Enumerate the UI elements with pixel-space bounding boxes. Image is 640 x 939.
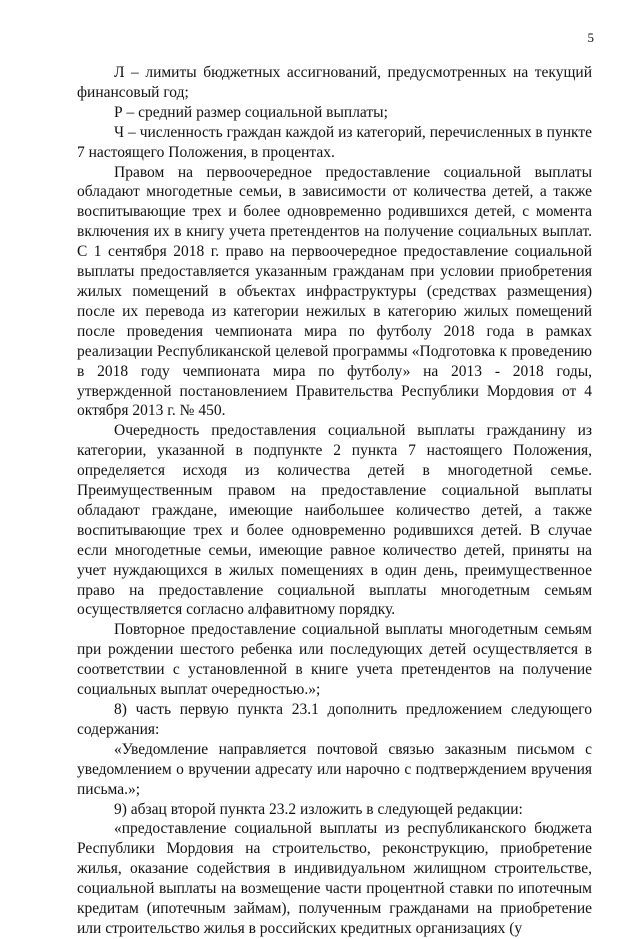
body-text (77, 63, 592, 939)
paragraph-notification: «Уведомление направляется почтовой связью заказным письмом с уведомлением о вручении адресату или нарочно с подтверждением вручения письма.»; (77, 740, 592, 798)
paragraph-new-wording: «предоставление социальной выплаты из республиканского бюджета Республики Мордовия на строительство, реконструкцию, приобретение жилья, оказание содействия в индивидуальном жилищном строительстве, социальной выплаты на возмещение части процентной ставки по ипотечным кредитам (ипотечным займам), полученным гражданами на приобретение или строительство жилья в российских кредитных организациях (у (77, 820, 592, 937)
paragraph-amendment-8: 8) часть первую пункта 23.1 дополнить предложением следующего содержания: (77, 701, 592, 738)
paragraph-average-payment: Р – средний размер социальной выплаты; (114, 103, 388, 121)
paragraph-budget-limits: Л – лимиты бюджетных ассигнований, предусмотренных на текущий финансовый год; (77, 64, 592, 101)
paragraph-priority-right: Правом на первоочередное предоставление социальной выплаты обладают многодетные семьи, в зависимости от количества детей, а также воспитывающие трех и более одновременно родившихся детей, с момента включения их в книгу учета претендентов на получение социальных выплат. С 1 сентября 2018 г. право на первоочередное предоставление социальной выплаты предоставляется указанным гражданам при условии приобретения жилых помещений в объектах инфраструктуры (средствах размещения) после их перевода из категории нежилых в категорию жилых помещений после проведения чемпионата мира по футболу 2018 года в рамках реализации Республиканской целевой программы «Подготовка к проведению в 2018 году чемпионата мира по футболу» на 2013 - 2018 годы, утвержденной постановлением Правительства Республики Мордовия от 4 октября 2013 г. № 450. (77, 163, 592, 420)
paragraph-repeat-payment: Повторное предоставление социальной выплаты многодетным семьям при рождении шестого ребенка или последующих детей осуществляется в соответствии с установленной в книге учета претендентов на получение социальных выплат очередностью.»; (77, 621, 592, 699)
paragraph-citizen-count: Ч – численность граждан каждой из категорий, перечисленных в пункте 7 настоящего Положения, в процентах. (77, 123, 592, 161)
paragraph-queue-order: Очередность предоставления социальной выплаты гражданину из категории, указанной в подпункте 2 пункта 7 настоящего Положения, определяется исходя из количества детей в многодетной семье. Преимущественным правом на предоставление социальной выплаты обладают граждане, имеющие наибольшее количество детей, а также воспитывающие трех и более одновременно родившихся детей. В случае если многодетные семьи, имеющие равное количество детей, приняты на учет нуждающихся в жилых помещениях в один день, преимущественное право на предоставление социальной выплаты многодетным семьям осуществляется согласно алфавитному порядку. (77, 422, 592, 619)
paragraph-amendment-9: 9) абзац второй пункта 23.2 изложить в следующей редакции: (114, 800, 523, 818)
page-number: 5 (587, 30, 594, 45)
